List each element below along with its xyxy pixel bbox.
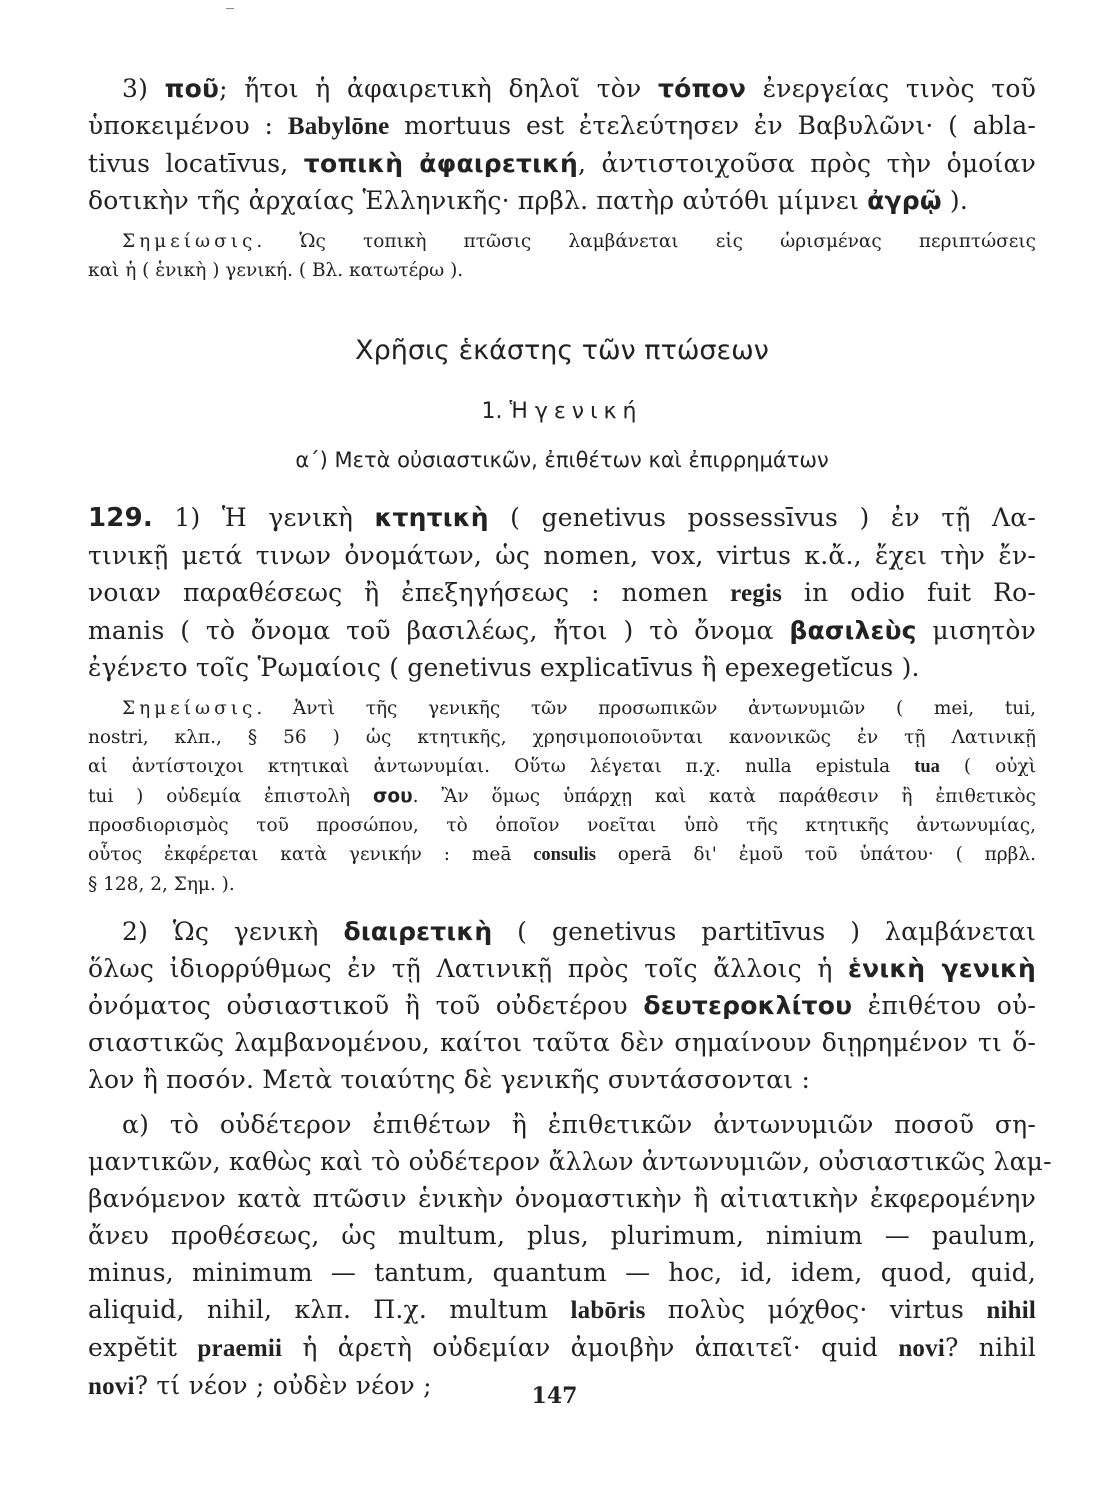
- text-line: 129. 1) Ἡ γενικὴ κτητικὴ ( genetivus possessīvus ) ἐν τῇ Λα-: [88, 503, 1036, 533]
- text-line: manis ( τὸ ὄνομα τοῦ βασιλέως, ἤτοι ) τὸ ὄνομα βασιλεὺς μισητὸν: [88, 616, 1036, 645]
- note-line: tui ) οὐδεμία ἐπιστολὴ σου. Ἂν ὅμως ὑπάρχῃ καὶ κατὰ παράθεσιν ἢ ἐπιθετικὸς: [88, 786, 1036, 807]
- text-line: aliquid, nihil, κλπ. Π.χ. multum labōris πολὺς μόχθος· virtus nihil: [88, 1295, 1036, 1324]
- text-line: 2) Ὡς γενικὴ διαιρετικὴ ( genetivus partitīvus ) λαμβάνεται: [122, 917, 1037, 946]
- text-line: τινικῇ μετά τινων ὀνομάτων, ὡς nomen, vox, virtus κ.ἄ., ἔχει τὴν ἔν-: [88, 541, 1036, 570]
- text-line: ὀνόματος οὐσιαστικοῦ ἢ τοῦ οὐδετέρου δευτεροκλίτου ἐπιθέτου οὐ-: [88, 991, 1036, 1020]
- text-line: novi? τί νέον ; οὐδὲν νέον ;: [88, 1371, 432, 1400]
- note-line: προσδιορισμὸς τοῦ προσώπου, τὸ ὁποῖον νοεῖται ὑπὸ τῆς κτητικῆς ἀντωνυμίας,: [88, 815, 1036, 836]
- note-line: αἱ ἀντίστοιχοι κτητικαὶ ἀντωνυμίαι. Οὕτω λέγεται π.χ. nulla epistula tua ( οὐχὶ: [88, 756, 1037, 777]
- heading-sub: 1. Ἡ γενική: [481, 399, 643, 424]
- text-line: σιαστικῶς λαμβανομένου, καίτοι ταῦτα δὲν σημαίνουν διῃρημένον τι ὅ-: [88, 1028, 1036, 1057]
- text-line: expĕtit praemii ἡ ἀρετὴ οὐδεμίαν ἀμοιβὴν ἀπαιτεῖ· quid novi? nihil: [88, 1333, 1036, 1362]
- note-line: Σημείωσις. Ὡς τοπικὴ πτῶσις λαμβάνεται εἰς ὡρισμένας περιπτώσεις: [122, 231, 1036, 252]
- text-line: λον ἢ ποσόν. Μετὰ τοιαύτης δὲ γενικῆς συντάσσονται :: [88, 1065, 811, 1094]
- note-line: Σημείωσις. Ἀντὶ τῆς γενικῆς τῶν προσωπικῶν ἀντωνυμιῶν ( mei, tui,: [122, 698, 1036, 719]
- note-line: οὗτος ἐκφέρεται κατὰ γενικήν : meā consulis operā δι' ἐμοῦ τοῦ ὑπάτου· ( πρβλ.: [88, 844, 1036, 865]
- text-line: ἄνευ προθέσεως, ὡς multum, plus, plurimum, nimium — paulum,: [88, 1221, 1036, 1250]
- text-line: δοτικὴν τῆς ἀρχαίας Ἑλληνικῆς· πρβλ. πατὴρ αὐτόθι μίμνει ἀγρῷ ).: [88, 186, 969, 215]
- scan-mark: [226, 8, 234, 9]
- text-line: νοιαν παραθέσεως ἢ ἐπεξηγήσεως : nomen regis in odio fuit Ro-: [88, 578, 1036, 607]
- text-line: 3) ποῦ; ἤτοι ἡ ἀφαιρετικὴ δηλοῖ τὸν τόπον ἐνεργείας τινὸς τοῦ: [122, 74, 1036, 103]
- text-line: ὅλως ἰδιορρύθμως ἐν τῇ Λατινικῇ πρὸς τοῖς ἄλλοις ἡ ἑνικὴ γενικὴ: [88, 954, 1037, 983]
- heading-subsub: α΄) Μετὰ οὐσιαστικῶν, ἐπιθέτων καὶ ἐπιρρημάτων: [295, 448, 829, 472]
- page-number: 147: [531, 1383, 578, 1409]
- heading-main: Χρῆσις ἑκάστης τῶν πτώσεων: [355, 335, 769, 366]
- note-line: § 128, 2, Σημ. ).: [88, 874, 235, 895]
- note-line: καὶ ἡ ( ἑνικὴ ) γενική. ( Βλ. κατωτέρω ).: [88, 260, 464, 281]
- text-line: α) τὸ οὐδέτερον ἐπιθέτων ἢ ἐπιθετικῶν ἀντωνυμιῶν ποσοῦ ση-: [122, 1110, 1036, 1139]
- text-line: ἐγένετο τοῖς Ῥωμαίοις ( genetivus explicatīvus ἢ epexegetĭcus ).: [88, 653, 920, 682]
- note-line: nostri, κλπ., § 56 ) ὡς κτητικῆς, χρησιμοποιοῦνται κανονικῶς ἐν τῇ Λατινικῇ: [88, 727, 1036, 748]
- book-page: [88, 70, 1052, 1405]
- text-line: βανόμενον κατὰ πτῶσιν ἑνικὴν ὀνομαστικὴν ἢ αἰτιατικὴν ἐκφερομένην: [88, 1184, 1036, 1213]
- text-line: μαντικῶν, καθὼς καὶ τὸ οὐδέτερον ἄλλων ἀντωνυμιῶν, οὐσιαστικῶς λαμ-: [88, 1147, 1052, 1176]
- text-line: tivus locatīvus, τοπικὴ ἀφαιρετική, ἀντιστοιχοῦσα πρὸς τὴν ὁμοίαν: [88, 149, 1036, 178]
- text-line: ὑποκειμένου : Babylōne mortuus est ἐτελεύτησεν ἐν Βαβυλῶνι· ( abla-: [88, 111, 1036, 140]
- text-line: minus, minimum — tantum, quantum — hoc, id, idem, quod, quid,: [88, 1258, 1036, 1287]
